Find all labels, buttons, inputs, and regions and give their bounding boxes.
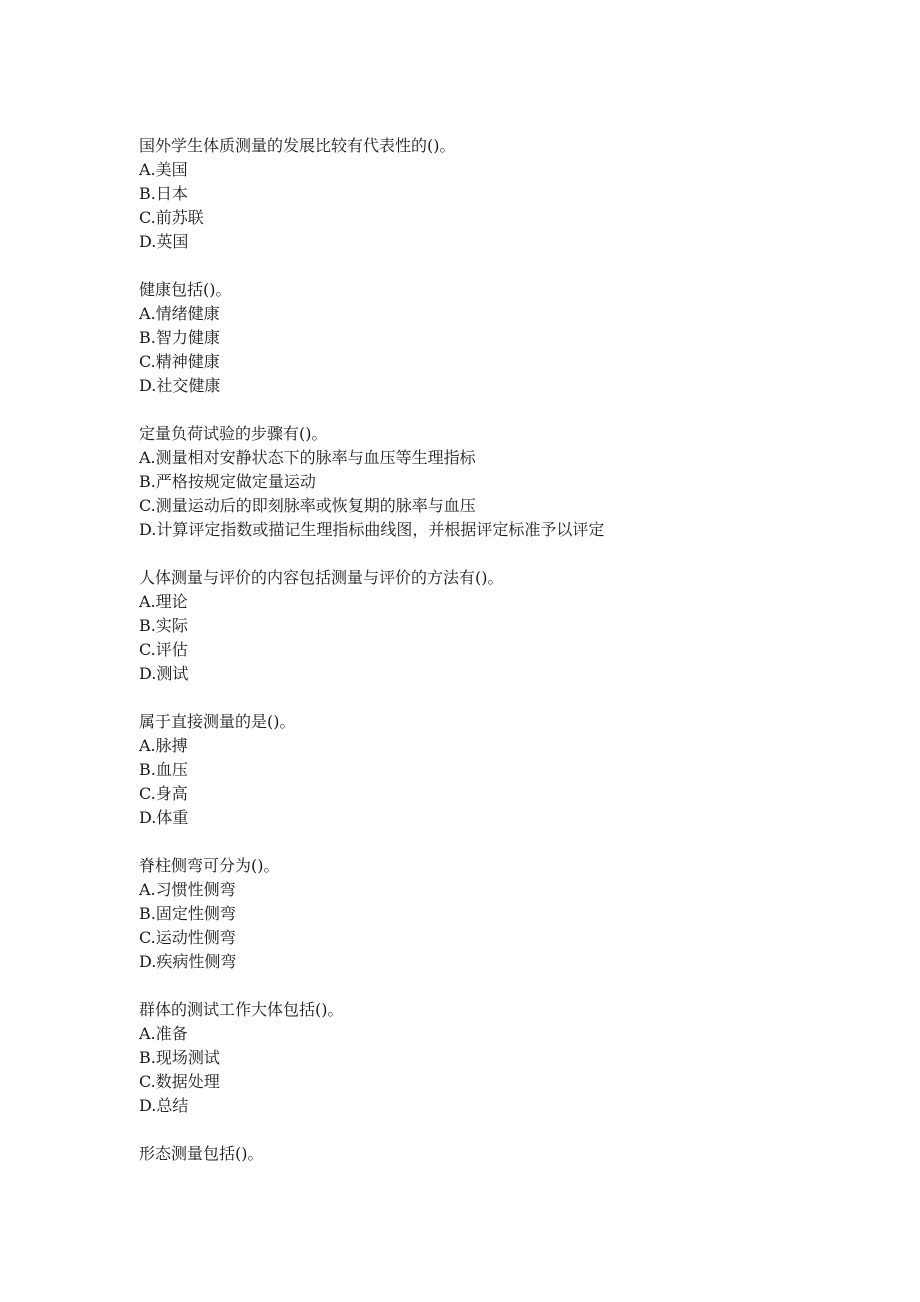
question-stem: 人体测量与评价的内容包括测量与评价的方法有()。 [139,568,504,587]
option-b: B.智力健康 [139,328,220,347]
option-b: B.现场测试 [139,1048,220,1067]
question-6 [139,854,879,974]
question-8 [139,1142,879,1166]
question-5 [139,710,879,830]
option-d: D.社交健康 [139,376,221,395]
question-stem: 属于直接测量的是()。 [139,712,296,731]
document-page [139,134,879,1190]
option-d: D.测试 [139,664,189,683]
option-b: B.实际 [139,616,188,635]
question-stem: 健康包括()。 [139,280,232,299]
option-c: C.前苏联 [139,208,204,227]
option-d: D.体重 [139,808,189,827]
option-b: B.固定性侧弯 [139,904,236,923]
option-c: C.评估 [139,640,188,659]
option-a: A.美国 [139,160,188,179]
question-2 [139,278,879,398]
option-b: B.严格按规定做定量运动 [139,472,316,491]
option-c: C.运动性侧弯 [139,928,236,947]
option-a: A.情绪健康 [139,304,220,323]
option-d: D.总结 [139,1096,189,1115]
option-d: D.计算评定指数或描记生理指标曲线图，并根据评定标准予以评定 [139,520,605,539]
option-a: A.理论 [139,592,188,611]
question-7 [139,998,879,1118]
question-4 [139,566,879,686]
option-a: A.测量相对安静状态下的脉率与血压等生理指标 [139,448,476,467]
option-a: A.脉搏 [139,736,188,755]
option-a: A.习惯性侧弯 [139,880,236,899]
option-d: D.英国 [139,232,189,251]
question-stem: 群体的测试工作大体包括()。 [139,1000,344,1019]
question-1 [139,134,879,254]
question-3 [139,422,879,542]
option-b: B.血压 [139,760,188,779]
option-c: C.数据处理 [139,1072,220,1091]
option-c: C.测量运动后的即刻脉率或恢复期的脉率与血压 [139,496,476,515]
question-stem: 脊柱侧弯可分为()。 [139,856,280,875]
option-c: C.精神健康 [139,352,220,371]
option-b: B.日本 [139,184,188,203]
question-stem: 定量负荷试验的步骤有()。 [139,424,328,443]
question-stem: 国外学生体质测量的发展比较有代表性的()。 [139,136,456,155]
question-stem: 形态测量包括()。 [139,1144,264,1163]
option-c: C.身高 [139,784,188,803]
option-d: D.疾病性侧弯 [139,952,237,971]
option-a: A.准备 [139,1024,188,1043]
